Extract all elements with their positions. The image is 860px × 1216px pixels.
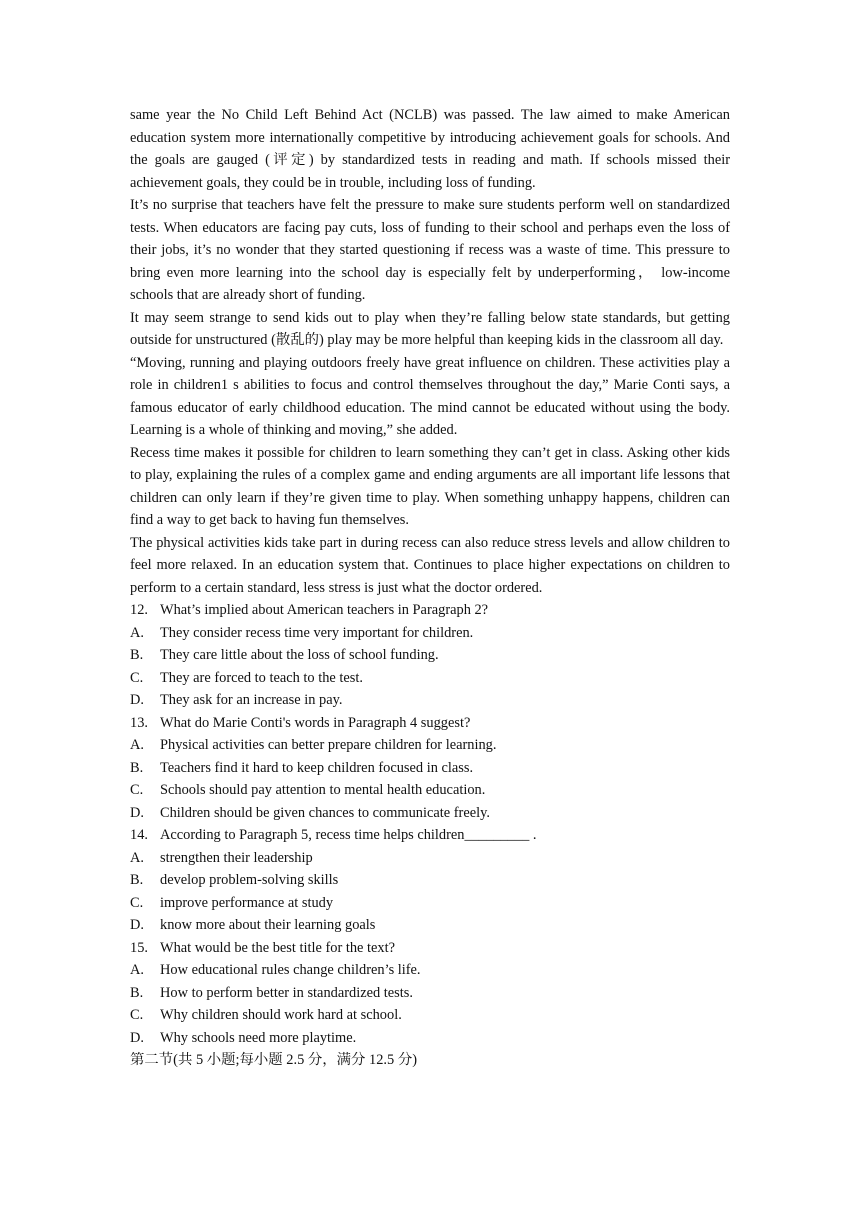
option-c <box>130 1004 730 1027</box>
passage-paragraph-6: The physical activities kids take part in during recess can also reduce stress levels and allow children to feel more relaxed. In an education system that. Continues to place higher expectations on children to perform to a certain standard, less stress is just what the doctor ordered. <box>130 534 730 596</box>
section-heading: 第二节(共 5 小题;每小题 2.5 分，满分 12.5 分) <box>130 1052 418 1068</box>
option-d <box>130 802 730 825</box>
option-letter: A. <box>130 624 144 641</box>
option-text: know more about their learning goals <box>160 917 376 933</box>
option-letter: B. <box>130 872 144 888</box>
option-letter: D. <box>130 804 144 821</box>
option-text: Teachers find it hard to keep children focused in class. <box>160 759 474 776</box>
option-c <box>130 779 730 802</box>
option-letter: D. <box>130 1029 144 1046</box>
question-text: According to Paragraph 5, recess time helps children_________ . <box>160 827 537 843</box>
option-letter: C. <box>130 782 144 798</box>
option-b <box>130 982 730 1005</box>
option-a <box>130 959 730 982</box>
option-letter: C. <box>130 669 144 686</box>
option-text: Why children should work hard at school. <box>160 1007 402 1023</box>
option-text: They care little about the loss of school funding. <box>160 647 439 663</box>
option-text: They are forced to teach to the test. <box>160 669 363 686</box>
passage-paragraph-2: It’s no surprise that teachers have felt the pressure to make sure students perform well on standardized tests. When educators are facing pay cuts, loss of funding to their school and perhaps even the loss of their jobs, it’s no wonder that they started questioning if recess was a waste of time. This pressure to bring even more learning into the school day is especially felt by underperforming， low-income schools that are already short of funding. <box>130 197 730 303</box>
question-number: 15. <box>130 939 148 956</box>
option-b <box>130 644 730 667</box>
option-letter: A. <box>130 737 144 753</box>
passage-paragraph-1: same year the No Child Left Behind Act (NCLB) was passed. The law aimed to make American education system more internationally competitive by introducing achievement goals for schools. And the goals are gauged (评定) by standardized tests in reading and math. If schools missed their achievement goals, they could be in trouble, including loss of funding. <box>130 107 730 191</box>
option-letter: B. <box>130 984 144 1001</box>
option-text: Why schools need more playtime. <box>160 1029 357 1046</box>
option-text: How educational rules change children’s life. <box>160 962 421 978</box>
option-d <box>130 1027 730 1050</box>
question-text: What do Marie Conti's words in Paragraph 4 suggest? <box>160 714 471 731</box>
question-stem <box>130 599 730 622</box>
passage-paragraph-5: Recess time makes it possible for children to learn something they can’t get in class. Asking other kids to play, explaining the rules of a complex game and ending arguments are all important life lessons that children can only learn if they’re given time to play. When something unhappy happens, children can find a way to get back to having fun themselves. <box>130 444 730 528</box>
question-14 <box>130 824 730 937</box>
option-b <box>130 869 730 892</box>
option-b <box>130 757 730 780</box>
option-text: improve performance at study <box>160 894 334 911</box>
option-c <box>130 892 730 915</box>
question-list <box>130 599 730 1049</box>
option-letter: B. <box>130 759 144 776</box>
option-a <box>130 622 730 645</box>
option-d <box>130 689 730 712</box>
option-text: Schools should pay attention to mental health education. <box>160 782 486 798</box>
option-c <box>130 667 730 690</box>
question-15 <box>130 937 730 1050</box>
option-a <box>130 847 730 870</box>
question-12 <box>130 599 730 712</box>
option-letter: B. <box>130 647 144 663</box>
question-text: What’s implied about American teachers in Paragraph 2? <box>160 602 489 618</box>
option-letter: D. <box>130 692 144 708</box>
question-text: What would be the best title for the text? <box>160 939 395 956</box>
option-d <box>130 914 730 937</box>
option-letter: A. <box>130 962 144 978</box>
option-letter: C. <box>130 1007 144 1023</box>
question-number: 14. <box>130 827 148 843</box>
option-text: Physical activities can better prepare children for learning. <box>160 737 497 753</box>
option-letter: A. <box>130 849 144 866</box>
question-number: 12. <box>130 602 148 618</box>
exam-page <box>130 104 730 1072</box>
option-text: develop problem-solving skills <box>160 872 339 888</box>
option-text: strengthen their leadership <box>160 849 313 866</box>
question-stem <box>130 824 730 847</box>
option-text: Children should be given chances to communicate freely. <box>160 804 490 821</box>
question-number: 13. <box>130 714 148 731</box>
question-stem <box>130 937 730 960</box>
passage-paragraph-3: It may seem strange to send kids out to play when they’re falling below state standards, but getting outside for unstructured (散乱的) play may be more helpful than keeping kids in the classroom all day. <box>130 309 730 348</box>
question-stem <box>130 712 730 735</box>
reading-passage <box>130 104 730 599</box>
option-text: How to perform better in standardized tests. <box>160 984 413 1001</box>
option-a <box>130 734 730 757</box>
option-letter: D. <box>130 917 144 933</box>
question-13 <box>130 712 730 825</box>
option-letter: C. <box>130 894 144 911</box>
passage-paragraph-4: “Moving, running and playing outdoors freely have great influence on children. These activities play a role in children1 s abilities to focus and control themselves throughout the day,” Marie Conti says, a famous educator of early childhood education. The mind cannot be educated without using the body. Learning is a whole of thinking and moving,” she added. <box>130 354 730 438</box>
option-text: They consider recess time very important for children. <box>160 624 474 641</box>
option-text: They ask for an increase in pay. <box>160 692 343 708</box>
